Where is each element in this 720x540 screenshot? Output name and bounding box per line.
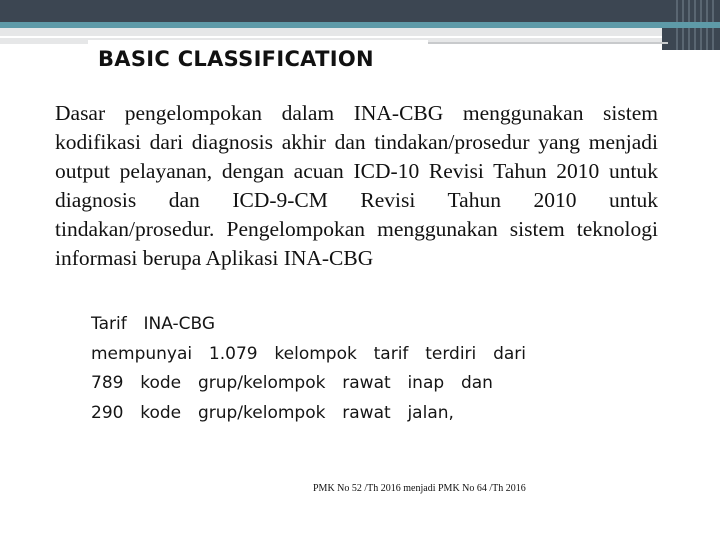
tarif-info-block: [91, 310, 526, 428]
tarif-line: 290 kode grup/kelompok rawat jalan,: [91, 402, 454, 423]
slide-title: BASIC CLASSIFICATION: [98, 47, 374, 71]
tarif-line: Tarif INA-CBG: [91, 314, 216, 334]
source-note: PMK No 52 /Th 2016 menjadi PMK No 64 /Th 2016: [313, 483, 526, 494]
tarif-line: mempunyai 1.079 kelompok tarif terdiri dari: [91, 343, 526, 364]
body-paragraph: Dasar pengelompokan dalam INA-CBG menggunakan sistem kodifikasi dari diagnosis akhir dan tindakan/prosedur yang menjadi output pelayanan, dengan acuan ICD-10 Revisi Tahun 2010 untuk diagnosis dan ICD-9-CM Revisi Tahun 2010 untuk tindakan/prosedur. Pengelompokan menggunakan sistem teknologi informasi berupa Aplikasi INA-CBG: [55, 101, 658, 270]
header-band-dark: [0, 0, 720, 22]
corner-teal-band: [662, 22, 720, 28]
title-divider: [428, 42, 668, 44]
tarif-line: 789 kode grup/kelompok rawat inap dan: [91, 373, 493, 393]
header-band-stripe: [0, 36, 720, 38]
